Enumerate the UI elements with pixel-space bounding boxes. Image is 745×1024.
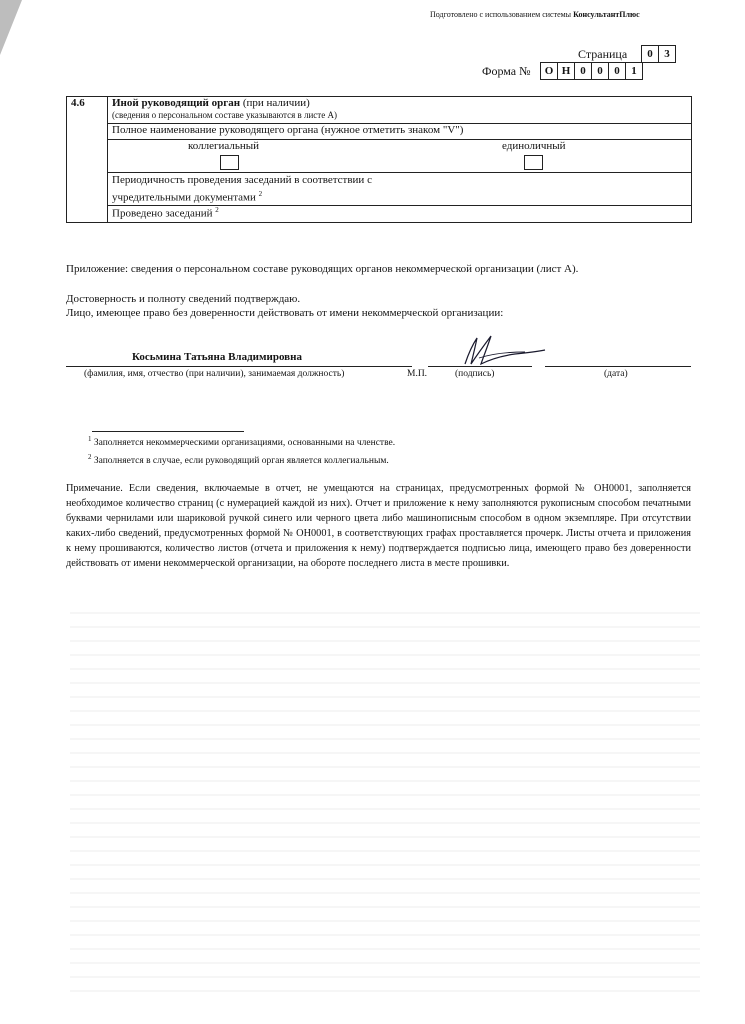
form-char: 0	[591, 62, 609, 80]
form-label: Форма №	[482, 64, 531, 78]
meetings-row	[67, 205, 692, 222]
periodicity-line1: Периодичность проведения заседаний в соответствии с	[112, 174, 372, 186]
page-digit: 3	[658, 45, 676, 63]
footnote-ref: 2	[215, 205, 219, 214]
footnote-separator	[92, 431, 244, 432]
section-title: Иной руководящий орган	[112, 97, 241, 109]
name-line	[66, 366, 412, 367]
collegial-checkbox[interactable]	[220, 155, 239, 170]
options-row	[67, 140, 692, 173]
footnote-mark: 2	[88, 453, 92, 461]
options-cell	[108, 140, 692, 173]
footnote-1	[88, 435, 395, 448]
stamp-caption: М.П.	[407, 369, 428, 379]
signature-caption: (подпись)	[455, 369, 495, 379]
footnote-text: Заполняется в случае, если руководящий орган является коллегиальным.	[91, 456, 389, 467]
form-char: 0	[574, 62, 592, 80]
form-char: Н	[557, 62, 575, 80]
section-number: 4.6	[67, 97, 108, 223]
footnote-text: Заполняется некоммерческими организациями, основанными на членстве.	[91, 438, 396, 449]
section-title-row	[67, 97, 692, 124]
page-number-cells	[642, 45, 676, 63]
form-number-cells	[541, 62, 643, 80]
section-table	[66, 96, 692, 223]
handwritten-signature	[455, 334, 555, 370]
confirm-text: Достоверность и полноту сведений подтверждаю.	[66, 293, 301, 305]
note-paragraph: Примечание. Если сведения, включаемые в отчет, не умещаются на страницах, предусмотренных формой № ОН0001, заполняется необходимое количество страниц (с нумерацией каждой из них). Отчет и приложение к нему заполняются рукописным способом печатными буквами чернилами или шариковой ручкой синего или черного цвета либо машинописным способом в одном экземпляре. При отсутствии каких-либо сведений, предусмотренных формой № ОН0001, в соответствующих графах проставляется прочерк. Листы отчета и приложения к нему прошиваются, количество листов (отчета и приложения к нему) подтверждается подписью лица, имеющего право без доверенности действовать от имени некоммерческой организации, на обороте последнего листа в месте прошивки.	[66, 483, 691, 569]
form-char: 1	[625, 62, 643, 80]
sole-checkbox[interactable]	[524, 155, 543, 170]
footnote-ref: 2	[258, 190, 263, 198]
footnote-mark: 1	[88, 435, 92, 443]
form-char: О	[540, 62, 558, 80]
form-char: 0	[608, 62, 626, 80]
date-line	[545, 366, 691, 367]
section-subtitle: (сведения о персональном составе указываются в листе А)	[112, 110, 337, 120]
appendix-text: Приложение: сведения о персональном составе руководящих органов некоммерческой организации (лист А).	[66, 263, 579, 275]
folded-corner	[0, 0, 22, 55]
signatory-name: Косьмина Татьяна Владимировна	[132, 351, 302, 363]
footnote-2	[88, 453, 389, 466]
date-caption: (дата)	[604, 369, 628, 379]
prepared-prefix: Подготовлено с использованием системы	[430, 10, 572, 19]
prepared-note	[430, 10, 640, 19]
page-label: Страница	[578, 47, 628, 61]
periodicity-cell	[108, 173, 692, 206]
full-name-label: Полное наименование руководящего органа (нужное отметить знаком "V")	[108, 124, 692, 140]
periodicity-row	[67, 173, 692, 206]
authorized-person-text: Лицо, имеющее право без доверенности действовать от имени некоммерческой организации:	[66, 307, 504, 319]
name-caption: (фамилия, имя, отчество (при наличии), занимаемая должность)	[84, 369, 345, 379]
section-title-suffix: (при наличии)	[240, 97, 310, 109]
option-collegial-label: коллегиальный	[188, 140, 260, 152]
meetings-cell	[108, 205, 692, 222]
page-digit: 0	[641, 45, 659, 63]
bleed-through-text	[70, 600, 700, 1000]
meetings-label: Проведено заседаний	[112, 207, 213, 220]
option-sole-label: единоличный	[502, 140, 566, 152]
section-title-cell	[108, 97, 692, 124]
prepared-system: КонсультантПлюс	[573, 10, 640, 19]
periodicity-line2: учредительными документами	[112, 191, 256, 204]
full-name-row	[67, 124, 692, 140]
